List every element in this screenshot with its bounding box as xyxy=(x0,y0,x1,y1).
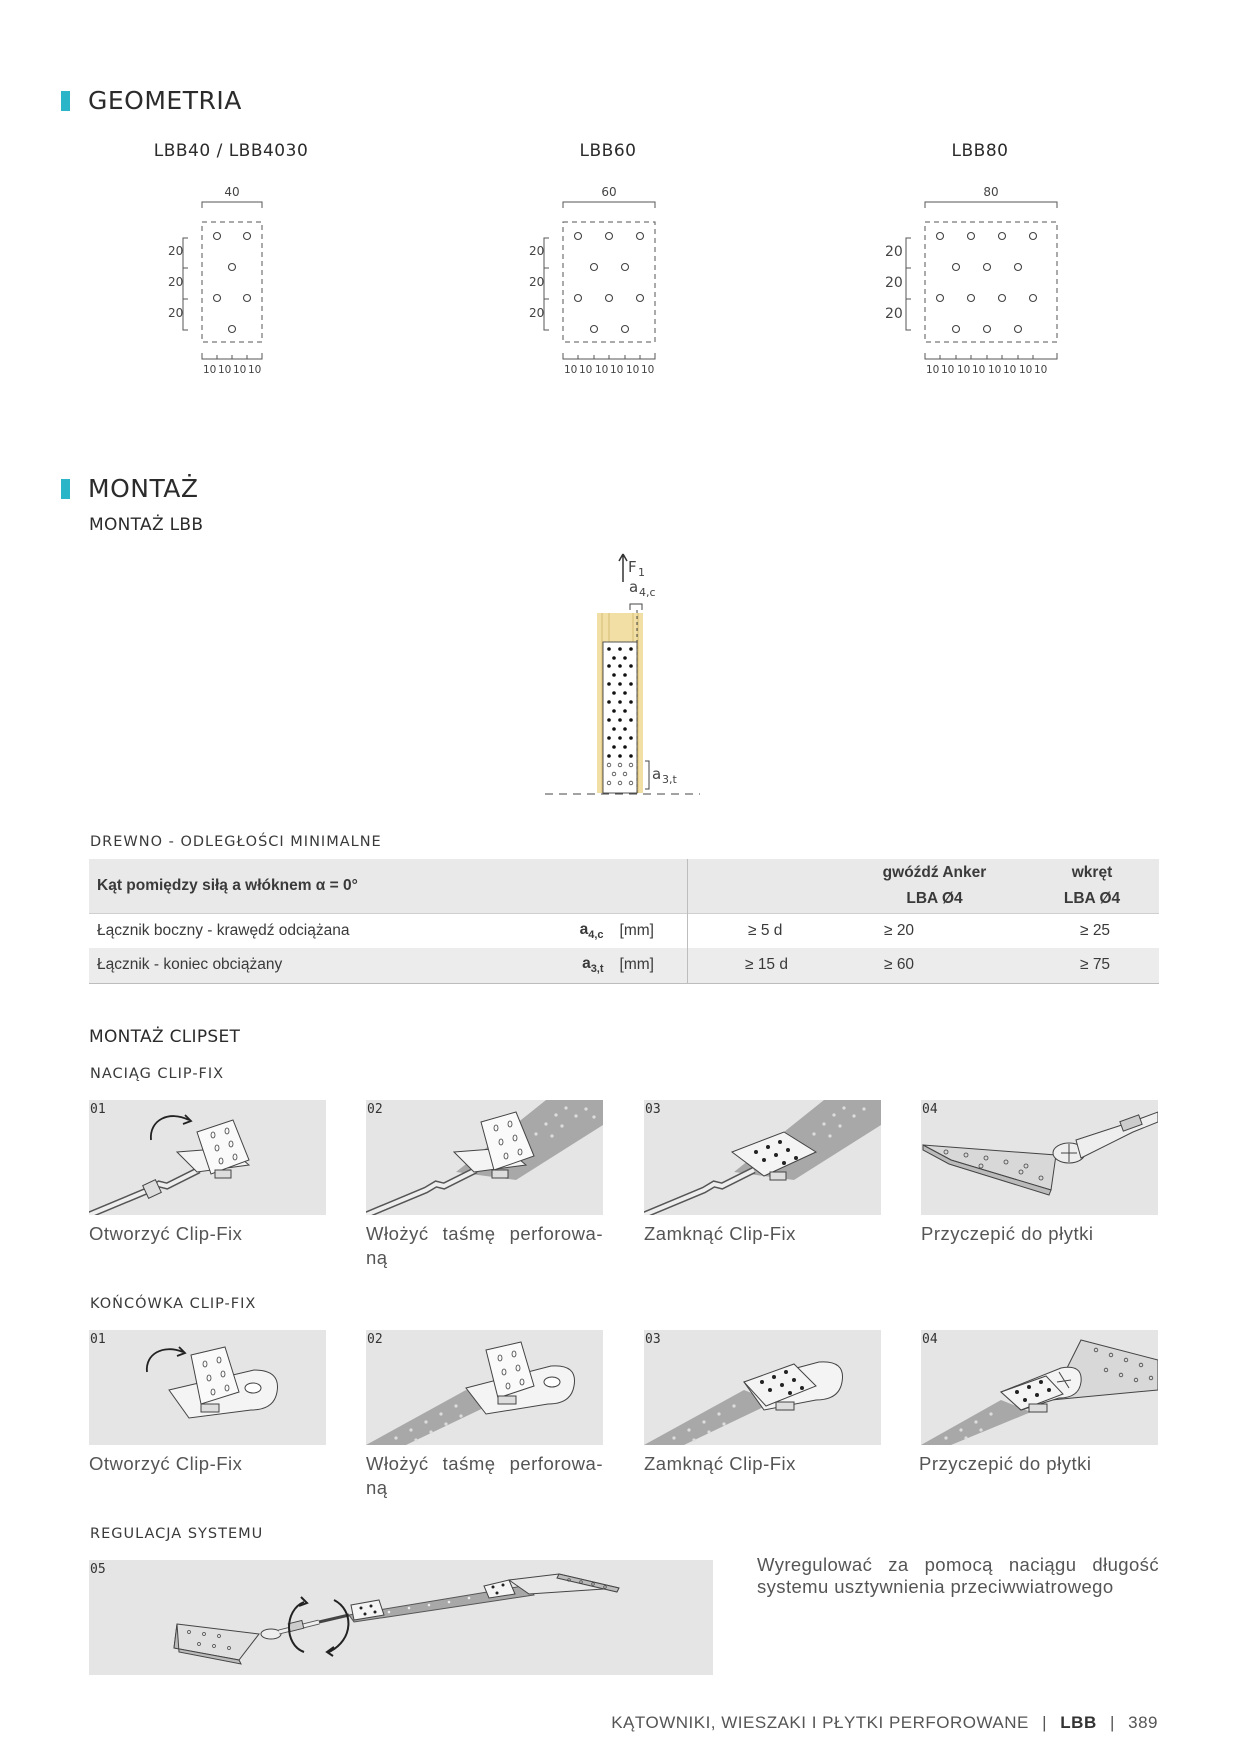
row-unit: [mm] xyxy=(612,948,688,983)
product-title-lbb80: LBB80 xyxy=(951,141,1009,161)
row-label: 20 xyxy=(168,306,184,320)
step-caption: Zamknąć Clip-Fix xyxy=(644,1453,796,1474)
svg-text:10: 10 xyxy=(203,364,217,376)
svg-text:10: 10 xyxy=(941,364,955,376)
clip-fix-open-illustration xyxy=(89,1100,326,1215)
svg-text:10: 10 xyxy=(972,364,986,376)
footer-product: LBB xyxy=(1060,1713,1097,1732)
section-marker xyxy=(61,91,70,111)
lbb60-drawing xyxy=(510,180,670,380)
angle-header: Kąt pomiędzy siłą a włóknem α = 0° xyxy=(89,859,688,913)
col2-header: wkręt xyxy=(1071,863,1113,881)
regulacja-title: REGULACJA SYSTEMU xyxy=(90,1526,264,1542)
row-label: 20 xyxy=(168,275,184,289)
svg-text:10: 10 xyxy=(579,364,593,376)
row-v2: ≥ 75 xyxy=(1080,956,1111,974)
svg-text:10: 10 xyxy=(233,364,247,376)
distances-table xyxy=(89,859,1159,984)
step-caption: Przyczepić do płytki xyxy=(919,1453,1092,1474)
svg-text:10: 10 xyxy=(988,364,1002,376)
svg-text:10: 10 xyxy=(626,364,640,376)
system-adjustment-illustration xyxy=(89,1560,713,1675)
svg-text:10: 10 xyxy=(564,364,578,376)
col1-subheader: LBA Ø4 xyxy=(906,890,963,908)
svg-text:20: 20 xyxy=(885,244,903,260)
svg-text:1: 1 xyxy=(638,566,645,579)
clip-fix-attach-plate-illustration xyxy=(921,1100,1158,1215)
row-label: 20 xyxy=(168,244,184,258)
product-title-lbb40: LBB40 / LBB4030 xyxy=(153,141,309,161)
spacer-cell xyxy=(688,859,845,913)
svg-text:20: 20 xyxy=(529,244,545,258)
step-caption: Otworzyć Clip-Fix xyxy=(89,1223,243,1244)
width-label: 40 xyxy=(224,185,240,199)
svg-text:F: F xyxy=(628,558,637,576)
section-title: GEOMETRIA xyxy=(88,86,242,115)
end-clip-attach-plate-illustration xyxy=(921,1330,1158,1445)
koncowka-title: KOŃCÓWKA CLIP-FIX xyxy=(90,1296,257,1312)
clipset-title: MONTAŻ CLIPSET xyxy=(89,1027,241,1047)
page-footer: KĄTOWNIKI, WIESZAKI I PŁYTKI PERFOROWANE | LBB | 389 xyxy=(611,1713,1158,1732)
svg-text:3,t: 3,t xyxy=(662,773,677,786)
footer-category: KĄTOWNIKI, WIESZAKI I PŁYTKI PERFOROWANE xyxy=(611,1713,1029,1732)
koncowka-step-01: 01 xyxy=(89,1330,326,1445)
step-caption: Przyczepić do płytki xyxy=(921,1223,1094,1244)
end-clip-insert-illustration xyxy=(366,1330,603,1445)
regulacja-step-05 xyxy=(89,1560,713,1675)
svg-text:4,c: 4,c xyxy=(639,586,656,599)
svg-text:10: 10 xyxy=(610,364,624,376)
row-d-value: ≥ 5 d xyxy=(748,921,783,939)
koncowka-step-02: 02 xyxy=(366,1330,603,1445)
section-montaz-header xyxy=(61,474,199,503)
row-unit: [mm] xyxy=(612,913,688,948)
svg-text:10: 10 xyxy=(1003,364,1017,376)
product-title-lbb60: LBB60 xyxy=(579,141,637,161)
naciag-step-02: 02 xyxy=(366,1100,603,1215)
svg-text:a: a xyxy=(652,765,662,783)
row-v2: ≥ 25 xyxy=(1080,921,1111,939)
step-number: 05 xyxy=(90,1562,106,1577)
row-d-value: ≥ 15 d xyxy=(745,956,788,974)
koncowka-step-04: 04 xyxy=(921,1330,1158,1445)
clip-fix-close-illustration xyxy=(644,1100,881,1215)
clip-fix-insert-tape-illustration xyxy=(366,1100,603,1215)
naciag-title: NACIĄG CLIP-FIX xyxy=(90,1066,225,1082)
col2-subheader: LBA Ø4 xyxy=(1063,890,1121,908)
svg-text:10: 10 xyxy=(641,364,655,376)
svg-text:10: 10 xyxy=(1034,364,1048,376)
col1-header: gwóźdź Anker xyxy=(882,863,987,881)
montaz-lbb-subtitle: MONTAŻ LBB xyxy=(89,515,204,535)
svg-text:80: 80 xyxy=(983,185,999,199)
row-label: Łącznik - koniec obciążany xyxy=(97,956,283,974)
svg-text:20: 20 xyxy=(885,306,903,322)
svg-text:20: 20 xyxy=(529,275,545,289)
width-label: 60 xyxy=(601,185,617,199)
koncowka-step-03: 03 xyxy=(644,1330,881,1445)
row-label: Łącznik boczny - krawędź odciążana xyxy=(97,921,350,939)
montaz-lbb-diagram xyxy=(545,548,705,798)
svg-text:a: a xyxy=(629,578,639,596)
naciag-step-03: 03 xyxy=(644,1100,881,1215)
page-number: 389 xyxy=(1128,1713,1158,1732)
svg-text:10: 10 xyxy=(218,364,232,376)
lbb40-drawing xyxy=(150,180,280,380)
naciag-step-04: 04 xyxy=(921,1100,1158,1215)
step-caption: Zamknąć Clip-Fix xyxy=(644,1223,796,1244)
table-row xyxy=(89,948,1159,983)
svg-text:10: 10 xyxy=(595,364,609,376)
svg-text:20: 20 xyxy=(885,275,903,291)
step-caption: Włożyć taśmę perforowa-ną xyxy=(366,1453,603,1498)
svg-text:10: 10 xyxy=(957,364,971,376)
section-marker xyxy=(61,479,70,499)
lbb80-drawing xyxy=(870,180,1060,380)
distances-title: DREWNO - ODLEGŁOŚCI MINIMALNE xyxy=(90,834,382,850)
svg-text:20: 20 xyxy=(529,306,545,320)
end-clip-open-illustration xyxy=(89,1330,326,1445)
table-header-row xyxy=(89,859,1159,886)
step-number: 01 xyxy=(90,1102,106,1117)
step-caption: Otworzyć Clip-Fix xyxy=(89,1453,243,1474)
end-clip-close-illustration xyxy=(644,1330,881,1445)
section-title: MONTAŻ xyxy=(88,474,199,503)
step-caption: Włożyć taśmę perforowa-ną xyxy=(366,1223,603,1268)
regulacja-text: Wyregulować za pomocą naciągu długość systemu usztywnienia przeciwwiatrowego xyxy=(757,1554,1159,1597)
naciag-step-01 xyxy=(89,1100,326,1215)
table-row xyxy=(89,913,1159,948)
section-geometria-header xyxy=(61,86,242,115)
row-v1: ≥ 20 xyxy=(884,921,915,939)
row-v1: ≥ 60 xyxy=(884,956,915,974)
svg-text:10: 10 xyxy=(248,364,262,376)
row-symbol: $a_{3,t}$ xyxy=(582,955,604,976)
svg-text:10: 10 xyxy=(926,364,940,376)
row-symbol: $a_{4,c}$ xyxy=(579,920,604,941)
svg-text:10: 10 xyxy=(1019,364,1033,376)
